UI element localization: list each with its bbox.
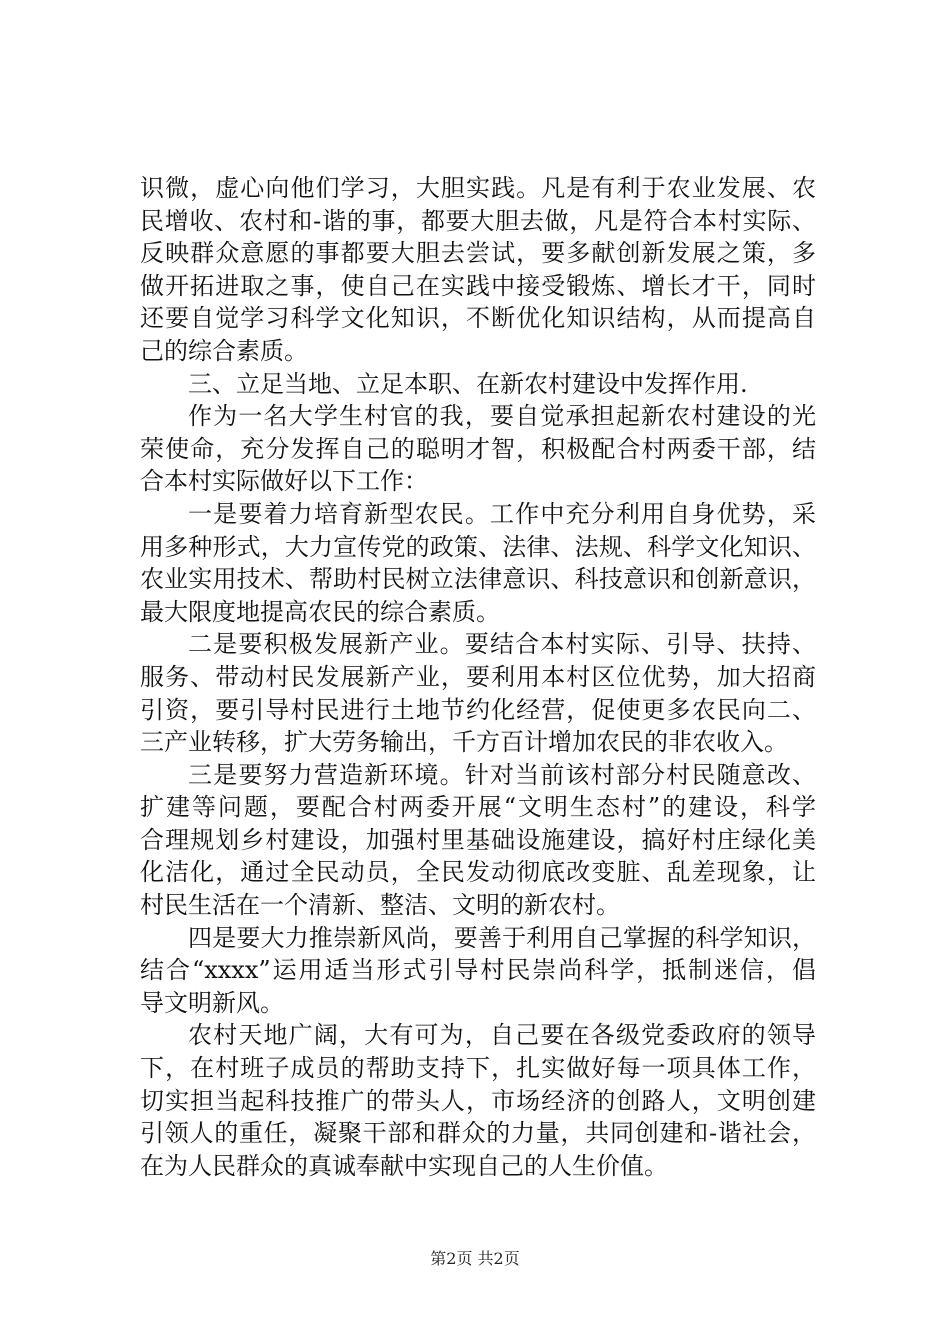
- paragraph: [140, 172, 816, 368]
- page-footer: 第2页 共2页: [430, 1249, 520, 1268]
- text-line: 最大限度地提高农民的综合素质。: [140, 597, 500, 626]
- document-body: [140, 172, 816, 1182]
- text-line: 切实担当起科技推广的带头人，市场经济的创路人，文明创建: [140, 1086, 816, 1115]
- text-line: 合理规划乡村建设，加强村里基础设施建设，搞好村庄绿化美: [140, 825, 816, 854]
- paragraph: [140, 759, 816, 922]
- text-line: 三、立足当地、立足本职、在新农村建设中发挥作用.: [188, 369, 748, 398]
- text-line: 用多种形式，大力宣传党的政策、法律、法规、科学文化知识、: [140, 532, 816, 561]
- text-line: 引领人的重任，凝聚干部和群众的力量，共同创建和-谐社会，: [140, 1119, 816, 1148]
- text-line: 村民生活在一个清新、整洁、文明的新农村。: [140, 891, 620, 920]
- text-line: 三是要努力营造新环境。针对当前该村部分村民随意改、: [188, 760, 816, 789]
- paragraph: [140, 628, 816, 758]
- text-line: 反映群众意愿的事都要大胆去尝试，要多献创新发展之策，多: [140, 239, 816, 268]
- text-line: 合本村实际做好以下工作：: [140, 467, 428, 496]
- text-line: 二是要积极发展新产业。要结合本村实际、引导、扶持、: [188, 630, 816, 659]
- text-line: 四是要大力推崇新风尚，要善于利用自己掌握的科学知识，: [188, 923, 816, 952]
- text-line: 农村天地广阔，大有可为，自己要在各级党委政府的领导: [188, 1021, 816, 1050]
- text-line: 结合“xxxx”运用适当形式引导村民崇尚科学，抵制迷信，倡: [140, 956, 816, 985]
- text-line: 一是要着力培育新型农民。工作中充分利用自身优势，采: [188, 499, 816, 528]
- text-line: 民增收、农村和-谐的事，都要大胆去做，凡是符合本村实际、: [140, 206, 816, 235]
- text-line: 识微，虚心向他们学习，大胆实践。凡是有利于农业发展、农: [140, 174, 816, 202]
- text-line: 扩建等问题，要配合村两委开展“文明生态村”的建设，科学: [140, 793, 816, 822]
- text-line: 在为人民群众的真诚奉献中实现自己的人生价值。: [140, 1151, 668, 1180]
- paragraph: [140, 922, 816, 1020]
- text-line: 作为一名大学生村官的我，要自觉承担起新农村建设的光: [188, 402, 816, 431]
- paragraph: [140, 498, 816, 628]
- text-line: 做开拓进取之事，使自己在实践中接受锻炼、增长才干，同时: [140, 271, 816, 300]
- paragraph: [140, 368, 816, 401]
- text-line: 还要自觉学习科学文化知识，不断优化知识结构，从而提高自: [140, 304, 816, 333]
- text-line: 己的综合素质。: [140, 336, 308, 365]
- text-line: 荣使命，充分发挥自己的聪明才智，积极配合村两委干部，结: [140, 434, 816, 463]
- text-line: 下，在村班子成员的帮助支持下，扎实做好每一项具体工作，: [140, 1054, 816, 1083]
- text-line: 服务、带动村民发展新产业，要利用本村区位优势，加大招商: [140, 662, 816, 691]
- text-line: 农业实用技术、帮助村民树立法律意识、科技意识和创新意识，: [140, 565, 816, 594]
- paragraph: [140, 400, 816, 498]
- text-line: 化洁化，通过全民动员，全民发动彻底改变脏、乱差现象，让: [140, 858, 816, 887]
- text-line: 导文明新风。: [140, 988, 284, 1017]
- text-line: 引资，要引导村民进行土地节约化经营，促使更多农民向二、: [140, 695, 816, 724]
- paragraph: [140, 1019, 816, 1182]
- text-line: 三产业转移，扩大劳务输出，千方百计增加农民的非农收入。: [140, 728, 788, 757]
